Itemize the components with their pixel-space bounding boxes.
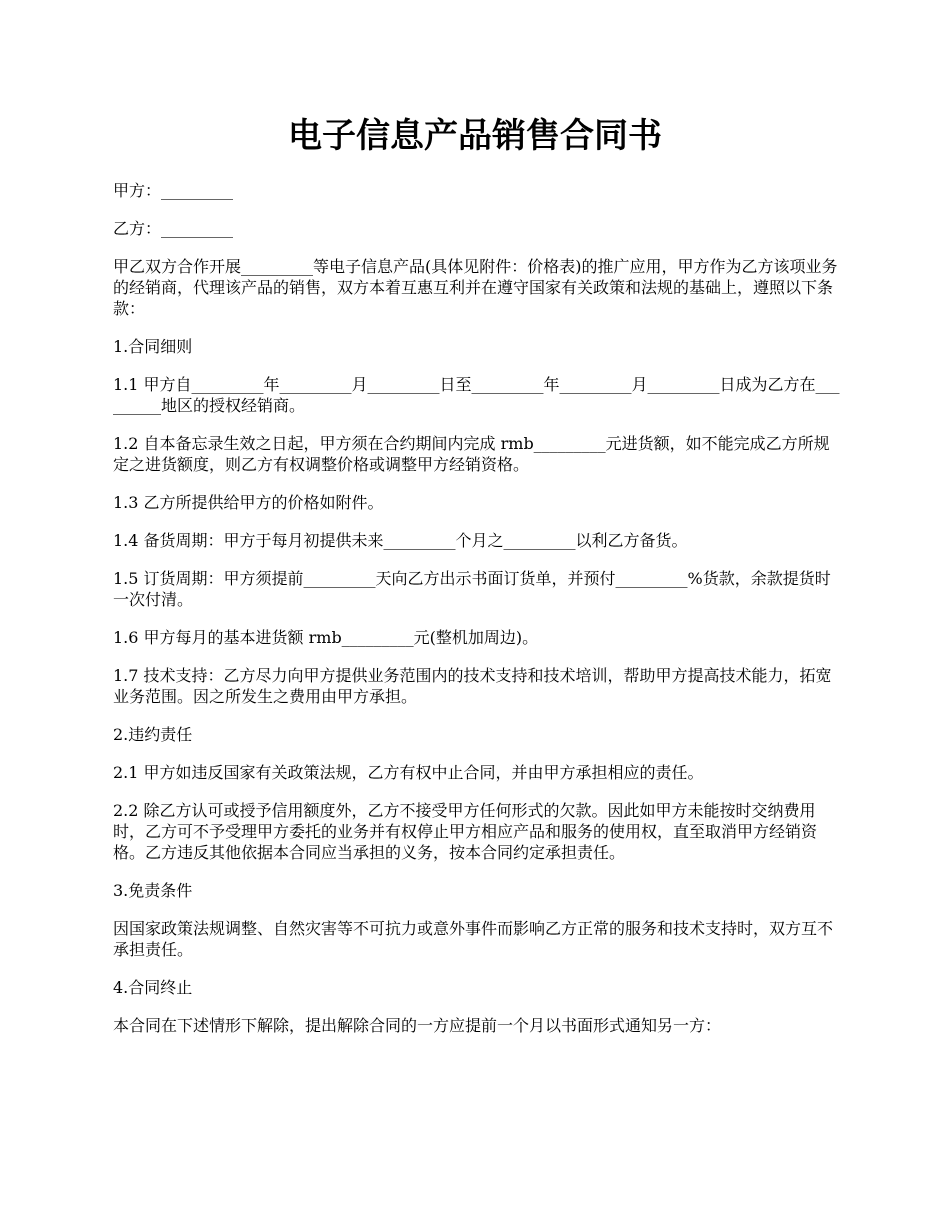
clause-1-4: 1.4 备货周期：甲方于每月初提供未来_________个月之_________以利乙方备货。 — [113, 531, 688, 550]
clause-1-3: 1.3 乙方所提供给甲方的价格如附件。 — [113, 493, 384, 512]
clause-2-2: 2.2 除乙方认可或授予信用额度外，乙方不接受甲方任何形式的欠款。因此如甲方未能按时交纳费用时，乙方可不予受理甲方委托的业务并有权停止甲方相应产品和服务的使用权，直至取消甲方经销资格。乙方违反其他依据本合同应当承担的义务，按本合同约定承担责任。 — [113, 801, 818, 862]
clause-1-5: 1.5 订货周期：甲方须提前_________天向乙方出示书面订货单，并预付_________%货款，余款提货时一次付清。 — [113, 569, 831, 609]
clause-1-1: 1.1 甲方自_________年_________月_________日至_________年_________月_________日成为乙方在_________地区的授权经销商。 — [113, 375, 840, 415]
clause-1-6: 1.6 甲方每月的基本进货额 rmb_________元(整机加周边)。 — [113, 628, 539, 647]
clause-1-2: 1.2 自本备忘录生效之日起，甲方须在合约期间内完成 rmb_________元进货额，如不能完成乙方所规定之进货额度，则乙方有权调整价格或调整甲方经销资格。 — [113, 434, 830, 474]
clause-4-text: 本合同在下述情形下解除，提出解除合同的一方应提前一个月以书面形式通知另一方： — [113, 1016, 722, 1035]
clause-2-1: 2.1 甲方如违反国家有关政策法规，乙方有权中止合同，并由甲方承担相应的责任。 — [113, 763, 704, 782]
party-b-line: 乙方：_________ — [113, 219, 234, 238]
party-a-line: 甲方：_________ — [113, 181, 234, 200]
clause-1-7: 1.7 技术支持：乙方尽力向甲方提供业务范围内的技术支持和技术培训，帮助甲方提高技术能力，拓宽业务范围。因之所发生之费用由甲方承担。 — [113, 666, 832, 706]
section-heading-2: 2.违约责任 — [113, 725, 193, 744]
section-heading-3: 3.免责条件 — [113, 881, 193, 900]
preamble-paragraph: 甲乙双方合作开展_________等电子信息产品(具体见附件：价格表)的推广应用，甲方作为乙方该项业务的经销商，代理该产品的销售，双方本着互惠互利并在遵守国家有关政策和法规的基础上，遵照以下条款： — [113, 257, 838, 318]
document-body — [113, 180, 843, 1053]
section-heading-4: 4.合同终止 — [113, 978, 193, 997]
clause-3-text: 因国家政策法规调整、自然灾害等不可抗力或意外事件而影响乙方正常的服务和技术支持时，双方互不承担责任。 — [113, 919, 834, 959]
section-heading-1: 1.合同细则 — [113, 337, 193, 356]
document-title: 电子信息产品销售合同书 — [288, 116, 662, 156]
